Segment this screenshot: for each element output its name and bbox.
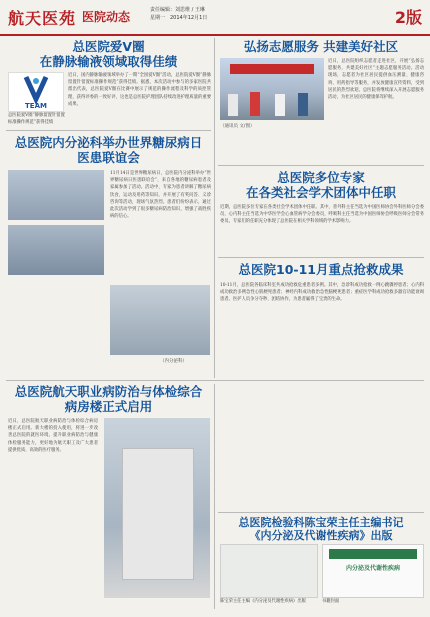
headline-line: 总医院航天职业病防治与体检综合 — [14, 384, 203, 399]
article-headline — [6, 384, 211, 414]
article-body: 10-11月，总医院各临床科室共成功抢救危重患者多例。其中，急诊科成功抢救一例心跳骤停患者；心内科成功救治多例急性心肌梗死患者；神经内科成功救治急性脑梗死患者；重症医学科成功抢救多器官功能衰竭患者。医护人员争分夺秒、团结协作，为患者赢得了宝贵的生命。 — [220, 283, 424, 303]
row-divider — [218, 257, 424, 258]
banner-shape — [230, 64, 314, 74]
article-headline — [218, 170, 424, 200]
headline-line: 医患联谊会 — [77, 150, 140, 165]
row-divider — [6, 380, 424, 381]
headline-line: 总医院爱V圈 — [72, 39, 145, 54]
headline-line: 总医院多位专家 — [277, 170, 365, 185]
v-team-logo — [8, 72, 64, 112]
book-cover — [322, 544, 424, 598]
article-body: 近日，国内静脉输液领域举办了一期“全国爱V圈”活动，总医院爱V圈“静脉留置针留置标准操作规范”获得佳绩。据悉，本次活动中参与的多家医院共派出代表，总医院爱V圈在比赛中展示了规范的操作流程及科学的质控管理，获得评委的一致好评，这也是总医院护理团队持续改进护理质量的重要成果。 — [68, 73, 211, 107]
article-body: 近期，总医院多位专家在各类社会学术团体中任职。其中，普外科主任当选为中国医师协会外科医师分会委员，心内科主任当选为中华医学会心血管病学分会委员，呼吸科主任当选为中国医师协会呼吸医师分会常务委员。专家们的任职充分体现了总医院在相关学科领域的学术影响力。 — [220, 205, 424, 225]
article-author: （通讯员 文/图） — [220, 124, 255, 129]
newspaper-logo: 航天医苑 — [8, 9, 77, 28]
article-headline — [6, 135, 211, 165]
person-shape — [250, 92, 260, 116]
headline-line: 《内分泌及代谢性疾病》出版 — [249, 529, 393, 542]
headline-line: 在静脉输液领域取得佳绩 — [39, 54, 178, 69]
article-headline — [218, 516, 424, 542]
article-headline: 总医院10-11月重点抢救成果 — [238, 262, 404, 277]
headline-line: 病房楼正式启用 — [64, 399, 153, 414]
date-line: 星期一 2014年12月1日 — [150, 15, 208, 21]
photo-caption: 书籍封面 — [322, 599, 340, 604]
editor-info — [150, 6, 207, 22]
event-photo — [8, 225, 104, 275]
column-divider — [214, 38, 215, 378]
team-label: TEAM — [25, 102, 47, 110]
editor-line: 责任编辑：刘思维 / 王琳 — [150, 7, 205, 13]
event-photo — [8, 170, 104, 220]
article-headline — [6, 39, 211, 69]
person-shape — [298, 93, 308, 116]
photo-caption: 总医院爱V圈“静脉留置针留置标准操作规范”获得佳绩 — [8, 113, 65, 125]
cover-title: 内分泌及代谢性疾病 — [345, 565, 400, 572]
row-divider — [218, 512, 424, 513]
row-divider — [6, 130, 211, 131]
row-divider — [218, 165, 424, 166]
cover-band — [329, 549, 417, 559]
column-divider — [214, 384, 215, 609]
headline-line: 总医院内分泌科举办世界糖尿病日 — [14, 135, 203, 150]
building-photo — [104, 418, 210, 598]
masthead — [0, 0, 430, 36]
article-body: 11月14日是世界糖尿病日，总医院内分泌科举办“世界糖尿病日医患联谊会”，来自各地的糖尿病患者及家属参加了活动。活动中，专家为患者讲解了糖尿病饮食、运动及用药等知识，并开展了有奖问答、义诊咨询等活动，现场气氛热烈。患者们纷纷表示，通过此次活动学到了很多糖尿病防治知识，增强了战胜疾病的信心。 — [110, 171, 211, 220]
section-title: 医院动态 — [82, 10, 131, 24]
page-number: 2版 — [394, 8, 422, 27]
event-photo — [110, 285, 210, 355]
headline-line: 在各类社会学术团体中任职 — [245, 185, 396, 200]
volunteer-photo — [220, 58, 324, 120]
book-photo — [220, 544, 318, 598]
article-headline: 弘扬志愿服务 共建美好社区 — [243, 39, 399, 54]
headline-line: 总医院检验科陈宝荣主任主编书记 — [238, 516, 404, 529]
article-body: 近日，总医院航天职业病防治与体检综合病房楼正式启用。新大楼的投入使用，将进一步改善总医院的就医环境，提升职业病防治与健康体检服务能力，更好地为航天职工及广大患者提供优质、高效的医疗服务。 — [8, 419, 98, 453]
building-shape — [122, 448, 194, 580]
article-author: （内分泌科） — [160, 359, 187, 364]
person-shape — [275, 94, 285, 116]
article-body: 近日，总医院组织志愿者走进社区，开展“弘扬志愿服务，共建美好社区”主题志愿服务活动。活动现场，志愿者为社区居民提供血压测量、健康咨询、用药指导等服务，并发放健康宣传资料，受到居民的热烈欢迎。总医院将继续深入开展志愿服务活动，为社区居民的健康保驾护航。 — [328, 59, 424, 101]
person-shape — [228, 94, 238, 116]
v-logo-dot — [33, 78, 39, 84]
photo-caption: 陈宝荣主任主编《内分泌及代谢性疾病》出版 — [220, 599, 306, 604]
